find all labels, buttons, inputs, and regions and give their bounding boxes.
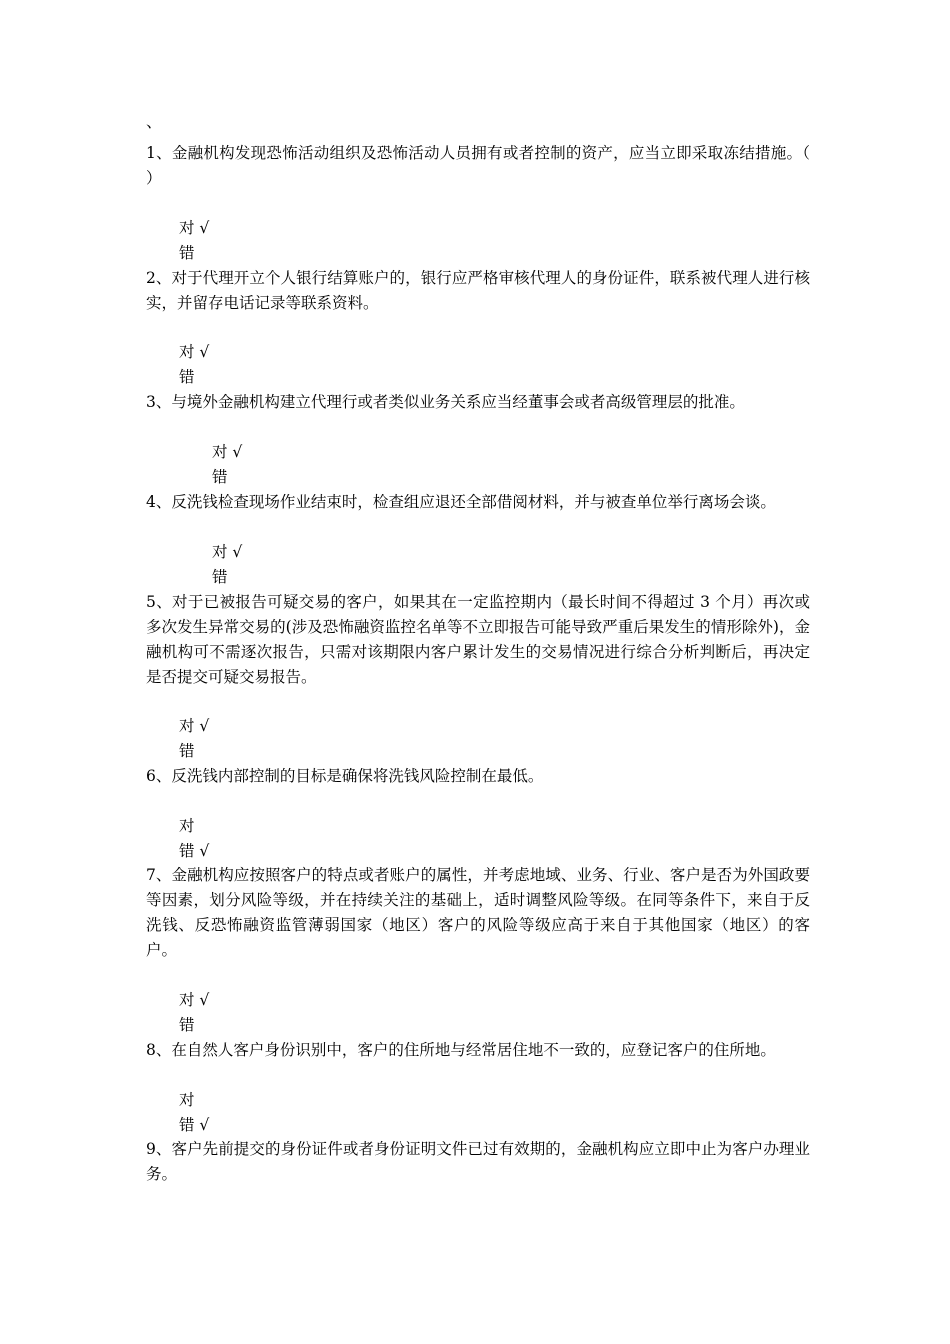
- question-8-option-true: 对: [179, 1091, 195, 1109]
- question-8: 8、在自然人客户身份识别中，客户的住所地与经常居住地不一致的，应登记客户的住所地。: [146, 1041, 776, 1059]
- question-7: 7、金融机构应按照客户的特点或者账户的属性，并考虑地域、业务、行业、客户是否为外国政要等因素，划分风险等级，并在持续关注的基础上，适时调整风险等级。在同等条件下，来自于反洗钱、反恐怖融资监管薄弱国家（地区）客户的风险等级应高于来自于其他国家（地区）的客户。: [146, 866, 810, 959]
- leading-mark: 、: [146, 112, 163, 131]
- question-7-option-false: 错: [179, 1016, 195, 1034]
- question-3-option-false: 错: [212, 468, 228, 486]
- question-2: 2、对于代理开立个人银行结算账户的，银行应严格审核代理人的身份证件，联系被代理人进行核实，并留存电话记录等联系资料。: [146, 269, 810, 312]
- question-4: 4、反洗钱检查现场作业结束时，检查组应退还全部借阅材料，并与被查单位举行离场会谈。: [146, 493, 776, 511]
- question-1-option-false: 错: [179, 244, 195, 262]
- question-1-option-true: 对 √: [179, 219, 210, 237]
- question-3: 3、与境外金融机构建立代理行或者类似业务关系应当经董事会或者高级管理层的批准。: [146, 393, 745, 411]
- question-9: 9、客户先前提交的身份证件或者身份证明文件已过有效期的，金融机构应立即中止为客户办理业务。: [146, 1140, 810, 1183]
- question-6-option-true: 对: [179, 817, 195, 835]
- question-6: 6、反洗钱内部控制的目标是确保将洗钱风险控制在最低。: [146, 767, 544, 785]
- question-5-option-false: 错: [179, 742, 195, 760]
- question-8-option-false: 错 √: [179, 1116, 210, 1134]
- question-1: 1、金融机构发现恐怖活动组织及恐怖活动人员拥有或者控制的资产，应当立即采取冻结措施。（ ）: [146, 144, 810, 187]
- question-6-option-false: 错 √: [179, 842, 210, 860]
- question-5-option-true: 对 √: [179, 717, 210, 735]
- question-4-option-false: 错: [212, 568, 228, 586]
- question-2-option-false: 错: [179, 368, 195, 386]
- question-7-option-true: 对 √: [179, 991, 210, 1009]
- question-2-option-true: 对 √: [179, 343, 210, 361]
- question-4-option-true: 对 √: [212, 543, 243, 561]
- question-3-option-true: 对 √: [212, 443, 243, 461]
- question-5: 5、对于已被报告可疑交易的客户，如果其在一定监控期内（最长时间不得超过 3 个月）再次或多次发生异常交易的(涉及恐怖融资监控名单等不立即报告可能导致严重后果发生的情形除外)，金融机构可不需逐次报告，只需对该期限内客户累计发生的交易情况进行综合分析判断后，再决定是否提交可疑交易报告。: [146, 593, 810, 686]
